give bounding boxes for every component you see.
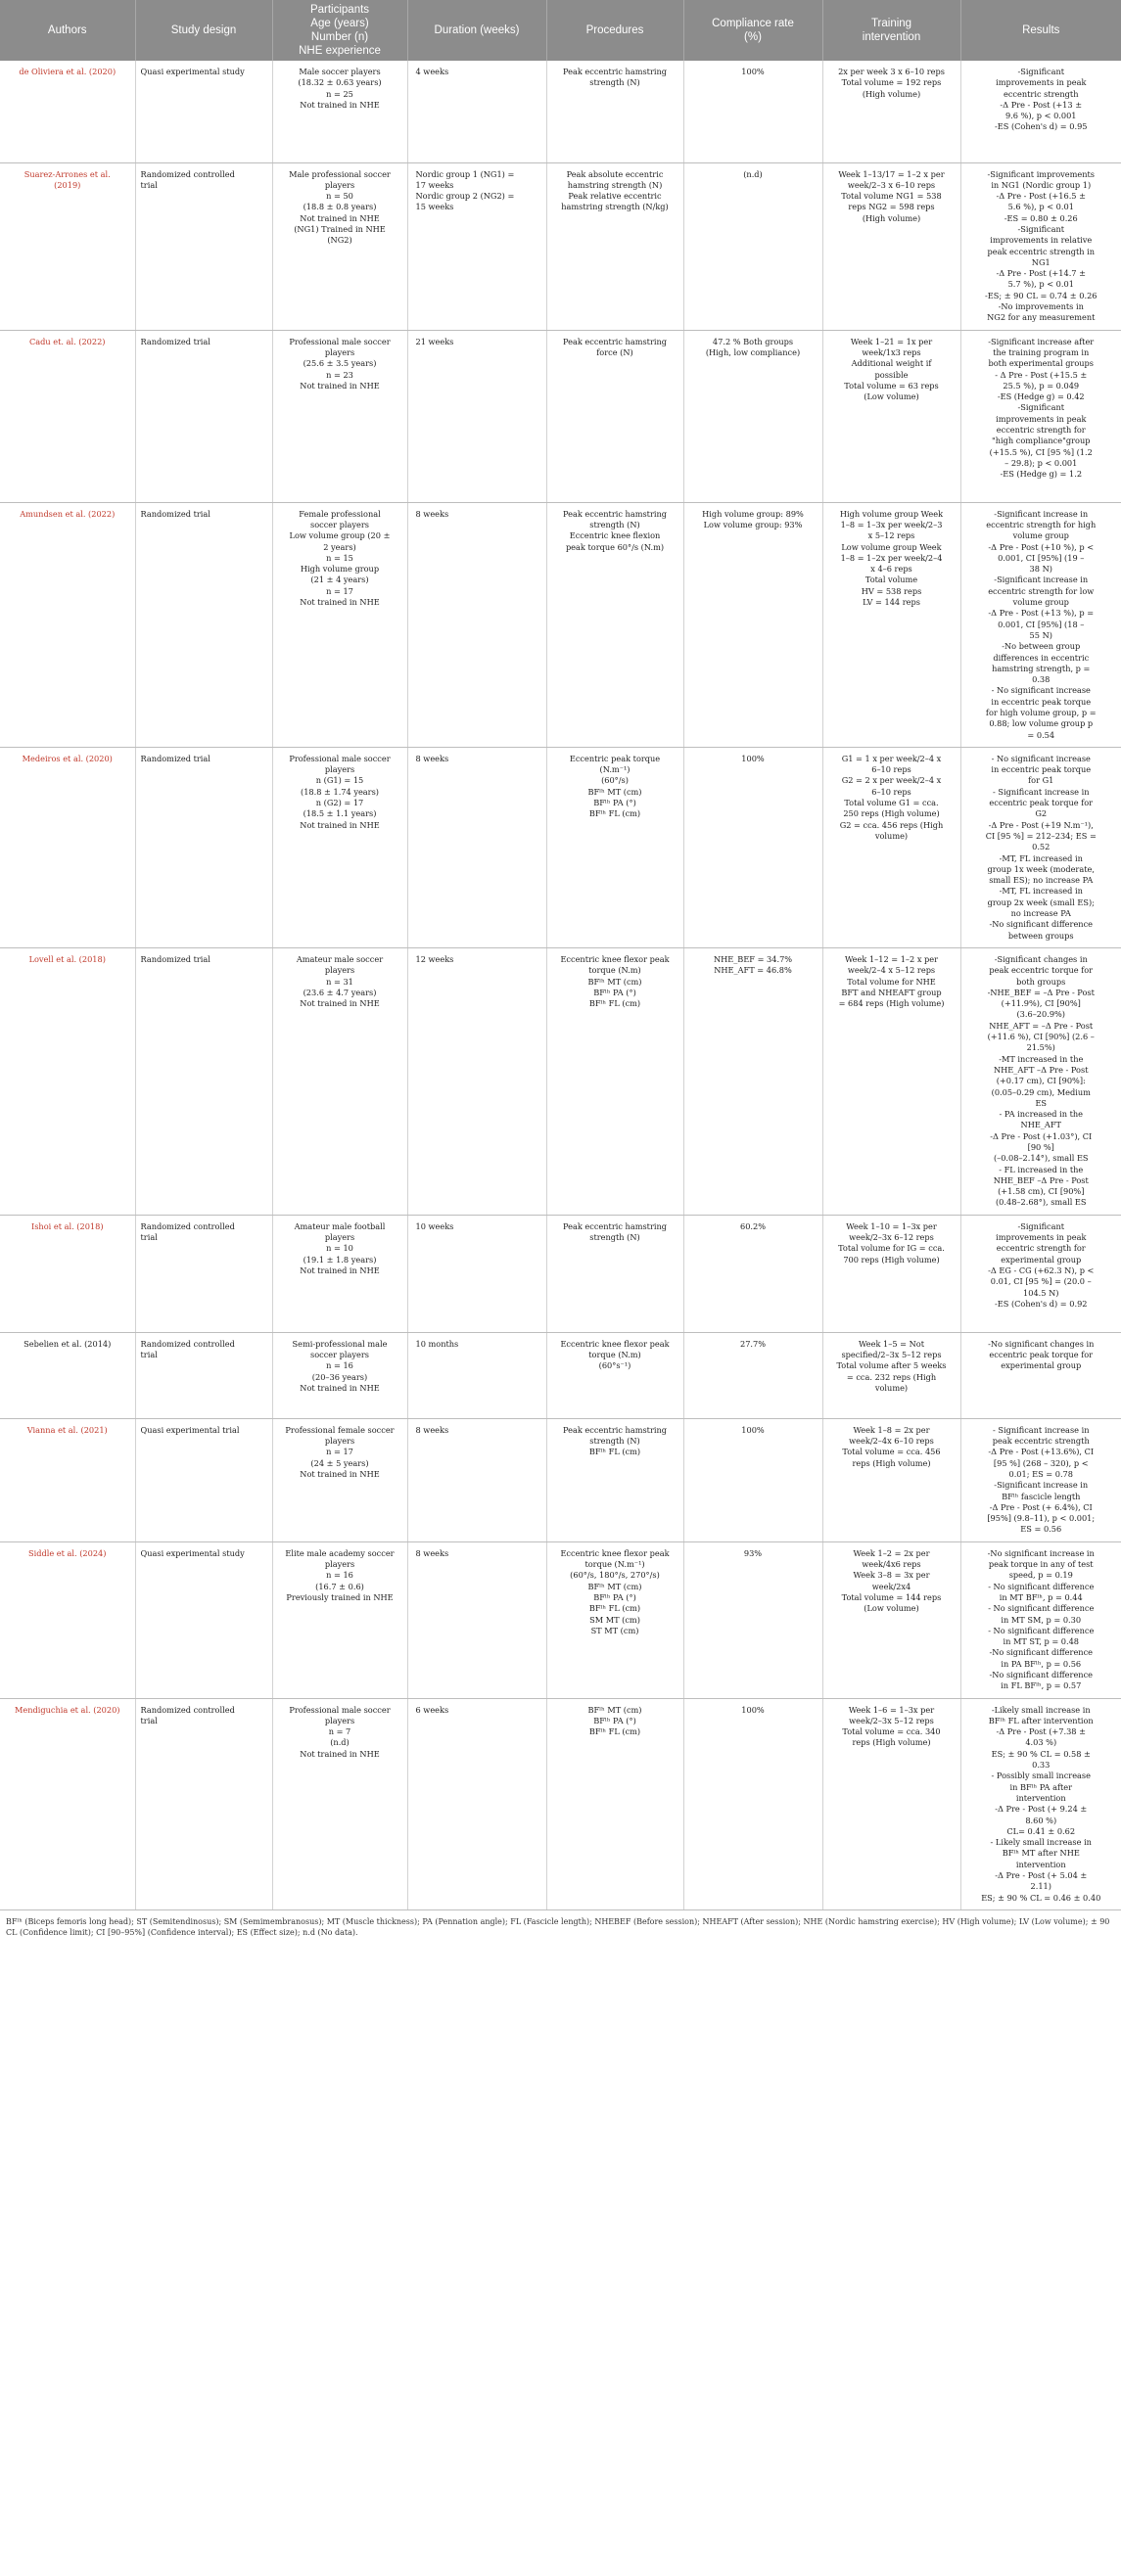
compliance-cell: 100% [683, 61, 822, 162]
author-link[interactable]: Lovell et al. (2018) [0, 947, 135, 1215]
duration-cell: 21 weeks [407, 330, 546, 502]
author-link[interactable]: Medeiros et al. (2020) [0, 747, 135, 947]
table-row [0, 1332, 1121, 1418]
participants-cell: Male soccer players (18.32 ± 0.63 years) n = 25 Not trained in NHE [272, 61, 407, 162]
training-cell: Week 1–2 = 2x per week/4x6 reps Week 3–8 = 3x per week/2x4 Total volume = 144 reps (Low volume) [822, 1541, 960, 1698]
author-link[interactable]: Suarez-Arrones et al. (2019) [0, 162, 135, 330]
table-row [0, 1215, 1121, 1332]
author-link[interactable]: Mendiguchia et al. (2020) [0, 1698, 135, 1909]
duration-cell: 12 weeks [407, 947, 546, 1215]
results-cell: -Likely small increase in BFˡʰ FL after intervention -Δ Pre - Post (+7.38 ± 4.03 %) ES; ± 90 % CL = 0.58 ± 0.33 - Possibly small increase in BFˡʰ PA after intervention -Δ Pre - Post (+ 9.24 ± 8.60 %) CL= 0.41 ± 0.62 - Likely small increase in BFˡʰ MT after NHE intervention -Δ Pre - Post (+ 5.04 ± 2.11) ES; ± 90 % CL = 0.46 ± 0.40 [960, 1698, 1121, 1909]
duration-cell: 8 weeks [407, 747, 546, 947]
header-study-design: Study design [135, 0, 272, 61]
duration-cell: 8 weeks [407, 1418, 546, 1541]
results-cell: -No significant increase in peak torque in any of test speed, p = 0.19 - No significant difference in MT BFˡʰ, p = 0.44 - No significant difference in MT SM, p = 0.30 - No significant difference in MT ST, p = 0.48 -No significant difference in PA BFˡʰ, p = 0.56 -No significant difference in FL BFˡʰ, p = 0.57 [960, 1541, 1121, 1698]
compliance-cell: 60.2% [683, 1215, 822, 1332]
compliance-cell: 100% [683, 747, 822, 947]
study-design-cell: Quasi experimental study [135, 1541, 272, 1698]
participants-cell: Male professional soccer players n = 50 (18.8 ± 0.8 years) Not trained in NHE (NG1) Trained in NHE (NG2) [272, 162, 407, 330]
results-cell: -Significant changes in peak eccentric torque for both groups -NHE_BEF = –Δ Pre - Post (+11.9%), CI [90%] (3.6–20.9%) NHE_AFT = –Δ Pre - Post (+11.6 %), CI [90%] (2.6 – 21.5%) -MT increased in the NHE_AFT –Δ Pre - Post (+0.17 cm), CI [90%]: (0.05–0.29 cm), Medium ES - PA increased in the NHE_AFT -Δ Pre - Post (+1.03°), CI [90 %] (–0.08–2.14°), small ES - FL increased in the NHE_BEF –Δ Pre - Post (+1.58 cm), CI [90%] (0.48–2.68°), small ES [960, 947, 1121, 1215]
author-link[interactable]: de Oliviera et al. (2020) [0, 61, 135, 162]
study-design-cell: Quasi experimental trial [135, 1418, 272, 1541]
results-cell: -Significant increase in eccentric strength for high volume group -Δ Pre - Post (+10 %), p < 0.001, CI [95%] (19 – 38 N) -Significant increase in eccentric strength for low volume group -Δ Pre - Post (+13 %), p = 0.001, CI [95%] (18 – 55 N) -No between group differences in eccentric hamstring strength, p = 0.38 - No significant increase in eccentric peak torque for high volume group, p = 0.88; low volume group p = 0.54 [960, 502, 1121, 747]
table-row [0, 1541, 1121, 1698]
duration-cell: 8 weeks [407, 1541, 546, 1698]
training-cell: G1 = 1 x per week/2–4 x 6–10 reps G2 = 2 x per week/2–4 x 6–10 reps Total volume G1 = cca. 250 reps (High volume) G2 = cca. 456 reps (High volume) [822, 747, 960, 947]
header-duration: Duration (weeks) [407, 0, 546, 61]
duration-cell: 4 weeks [407, 61, 546, 162]
duration-cell: 10 months [407, 1332, 546, 1418]
header-results: Results [960, 0, 1121, 61]
duration-cell: 10 weeks [407, 1215, 546, 1332]
compliance-cell: 100% [683, 1698, 822, 1909]
study-design-cell: Quasi experimental study [135, 61, 272, 162]
table-row [0, 1418, 1121, 1541]
results-cell: -Significant increase after the training program in both experimental groups - Δ Pre - Post (+15.5 ± 25.5 %), p = 0.049 -ES (Hedge g) = 0.42 -Significant improvements in peak eccentric strength for "high compliance"group (+15.5 %), CI [95 %] (1.2 – 29.8); p < 0.001 -ES (Hedge g) = 1.2 [960, 330, 1121, 502]
results-cell: - Significant increase in peak eccentric strength -Δ Pre - Post (+13.6%), CI [95 %] (268 – 320), p < 0.01; ES = 0.78 -Significant increase in BFˡʰ fascicle length -Δ Pre - Post (+ 6.4%), CI [95%] (9.8–11), p < 0.001; ES = 0.56 [960, 1418, 1121, 1541]
author-link[interactable]: Cadu et. al. (2022) [0, 330, 135, 502]
study-design-cell: Randomized controlled trial [135, 1215, 272, 1332]
training-cell: High volume group Week 1–8 = 1–3x per week/2–3 x 5–12 reps Low volume group Week 1–8 = 1–2x per week/2–4 x 4–6 reps Total volume HV = 538 reps LV = 144 reps [822, 502, 960, 747]
table-row [0, 162, 1121, 330]
header-participants: Participants Age (years) Number (n) NHE experience [272, 0, 407, 61]
author-link[interactable]: Vianna et al. (2021) [0, 1418, 135, 1541]
study-design-cell: Randomized trial [135, 947, 272, 1215]
table-footnote: BFˡʰ (Biceps femoris long head); ST (Semitendinosus); SM (Semimembranosus); MT (Muscle thickness); PA (Pennation angle); FL (Fascicle length); NHEBEF (Before session); NHEAFT (After session); NHE (Nordic hamstring exercise); HV (High volume); LV (Low volume); ± 90 CL (Confidence limit); CI [90–95%] (Confidence interval); ES (Effect size); n.d (No data). [6, 1916, 1110, 1937]
participants-cell: Elite male academy soccer players n = 16 (16.7 ± 0.6) Previously trained in NHE [272, 1541, 407, 1698]
duration-cell: Nordic group 1 (NG1) = 17 weeks Nordic group 2 (NG2) = 15 weeks [407, 162, 546, 330]
study-design-cell: Randomized trial [135, 747, 272, 947]
training-cell: Week 1–10 = 1–3x per week/2–3x 6–12 reps Total volume for IG = cca. 700 reps (High volume) [822, 1215, 960, 1332]
procedures-cell: BFˡʰ MT (cm) BFˡʰ PA (°) BFˡʰ FL (cm) [546, 1698, 683, 1909]
table-row [0, 330, 1121, 502]
participants-cell: Professional male soccer players n = 7 (n.d) Not trained in NHE [272, 1698, 407, 1909]
training-cell: Week 1–8 = 2x per week/2–4x 6–10 reps Total volume = cca. 456 reps (High volume) [822, 1418, 960, 1541]
participants-cell: Professional female soccer players n = 17 (24 ± 5 years) Not trained in NHE [272, 1418, 407, 1541]
procedures-cell: Eccentric peak torque (N.m⁻¹) (60°/s) BFˡʰ MT (cm) BFˡʰ PA (°) BFˡʰ FL (cm) [546, 747, 683, 947]
header-training: Training intervention [822, 0, 960, 61]
table-row [0, 947, 1121, 1215]
table-row [0, 502, 1121, 747]
compliance-cell: 27.7% [683, 1332, 822, 1418]
results-cell: -Significant improvements in peak eccentric strength -Δ Pre - Post (+13 ± 9.6 %), p < 0.001 -ES (Cohen's d) = 0.95 [960, 61, 1121, 162]
participants-cell: Female professional soccer players Low volume group (20 ± 2 years) n = 15 High volume group (21 ± 4 years) n = 17 Not trained in NHE [272, 502, 407, 747]
procedures-cell: Eccentric knee flexor peak torque (N.m⁻¹) (60°/s, 180°/s, 270°/s) BFˡʰ MT (cm) BFˡʰ PA (°) BFˡʰ FL (cm) SM MT (cm) ST MT (cm) [546, 1541, 683, 1698]
participants-cell: Professional male soccer players (25.6 ± 3.5 years) n = 23 Not trained in NHE [272, 330, 407, 502]
procedures-cell: Eccentric knee flexor peak torque (N.m) (60°s⁻¹) [546, 1332, 683, 1418]
compliance-cell: NHE_BEF = 34.7% NHE_AFT = 46.8% [683, 947, 822, 1215]
training-cell: 2x per week 3 x 6–10 reps Total volume = 192 reps (High volume) [822, 61, 960, 162]
results-cell: - No significant increase in eccentric peak torque for G1 - Significant increase in eccentric peak torque for G2 -Δ Pre - Post (+19 N.m⁻¹), CI [95 %] = 212–234; ES = 0.52 -MT, FL increased in group 1x week (moderate, small ES); no increase PA -MT, FL increased in group 2x week (small ES); no increase PA -No significant difference between groups [960, 747, 1121, 947]
procedures-cell: Peak eccentric hamstring strength (N) Eccentric knee flexion peak torque 60°/s (N.m) [546, 502, 683, 747]
header-compliance: Compliance rate (%) [683, 0, 822, 61]
header-row [0, 0, 1121, 61]
results-cell: -Significant improvements in peak eccentric strength for experimental group -Δ EG - CG (+62.3 N), p < 0.01, CI [95 %] = (20.0 – 104.5 N) -ES (Cohen's d) = 0.92 [960, 1215, 1121, 1332]
header-procedures: Procedures [546, 0, 683, 61]
compliance-cell: High volume group: 89% Low volume group: 93% [683, 502, 822, 747]
training-cell: Week 1–12 = 1–2 x per week/2–4 x 5–12 reps Total volume for NHE BFT and NHEAFT group = 684 reps (High volume) [822, 947, 960, 1215]
duration-cell: 6 weeks [407, 1698, 546, 1909]
author-link[interactable]: Amundsen et al. (2022) [0, 502, 135, 747]
training-cell: Week 1–13/17 = 1–2 x per week/2–3 x 6–10 reps Total volume NG1 = 538 reps NG2 = 598 reps (High volume) [822, 162, 960, 330]
procedures-cell: Peak eccentric hamstring force (N) [546, 330, 683, 502]
procedures-cell: Eccentric knee flexor peak torque (N.m) BFˡʰ MT (cm) BFˡʰ PA (°) BFˡʰ FL (cm) [546, 947, 683, 1215]
study-design-cell: Randomized controlled trial [135, 1332, 272, 1418]
results-cell: -No significant changes in eccentric peak torque for experimental group [960, 1332, 1121, 1418]
study-design-cell: Randomized trial [135, 330, 272, 502]
participants-cell: Amateur male football players n = 10 (19.1 ± 1.8 years) Not trained in NHE [272, 1215, 407, 1332]
compliance-cell: (n.d) [683, 162, 822, 330]
compliance-cell: 100% [683, 1418, 822, 1541]
author-link[interactable]: Ishoi et al. (2018) [0, 1215, 135, 1332]
results-cell: -Significant improvements in NG1 (Nordic group 1) -Δ Pre - Post (+16.5 ± 5.6 %), p < 0.01 -ES = 0.80 ± 0.26 -Significant improvements in relative peak eccentric strength in NG1 -Δ Pre - Post (+14.7 ± 5.7 %), p < 0.01 -ES; ± 90 CL = 0.74 ± 0.26 -No improvements in NG2 for any measurement [960, 162, 1121, 330]
duration-cell: 8 weeks [407, 502, 546, 747]
procedures-cell: Peak eccentric hamstring strength (N) BFˡʰ FL (cm) [546, 1418, 683, 1541]
table-row [0, 61, 1121, 162]
study-design-cell: Randomized controlled trial [135, 162, 272, 330]
participants-cell: Professional male soccer players n (G1) = 15 (18.8 ± 1.74 years) n (G2) = 17 (18.5 ± 1.1 years) Not trained in NHE [272, 747, 407, 947]
table-row [0, 747, 1121, 947]
study-design-cell: Randomized trial [135, 502, 272, 747]
author-link[interactable]: Siddle et al. (2024) [0, 1541, 135, 1698]
procedures-cell: Peak eccentric hamstring strength (N) [546, 1215, 683, 1332]
compliance-cell: 47.2 % Both groups (High, low compliance) [683, 330, 822, 502]
compliance-cell: 93% [683, 1541, 822, 1698]
author-name: Sebelien et al. (2014) [0, 1332, 135, 1418]
participants-cell: Semi-professional male soccer players n = 16 (20–36 years) Not trained in NHE [272, 1332, 407, 1418]
study-design-cell: Randomized controlled trial [135, 1698, 272, 1909]
header-authors: Authors [0, 0, 135, 61]
training-cell: Week 1–21 = 1x per week/1x3 reps Additional weight if possible Total volume = 63 reps (Low volume) [822, 330, 960, 502]
training-cell: Week 1–5 = Not specified/2–3x 5–12 reps Total volume after 5 weeks = cca. 232 reps (High volume) [822, 1332, 960, 1418]
procedures-cell: Peak absolute eccentric hamstring strength (N) Peak relative eccentric hamstring strength (N/kg) [546, 162, 683, 330]
participants-cell: Amateur male soccer players n = 31 (23.6 ± 4.7 years) Not trained in NHE [272, 947, 407, 1215]
procedures-cell: Peak eccentric hamstring strength (N) [546, 61, 683, 162]
training-cell: Week 1–6 = 1–3x per week/2–3x 5–12 reps Total volume = cca. 340 reps (High volume) [822, 1698, 960, 1909]
table-row [0, 1698, 1121, 1909]
